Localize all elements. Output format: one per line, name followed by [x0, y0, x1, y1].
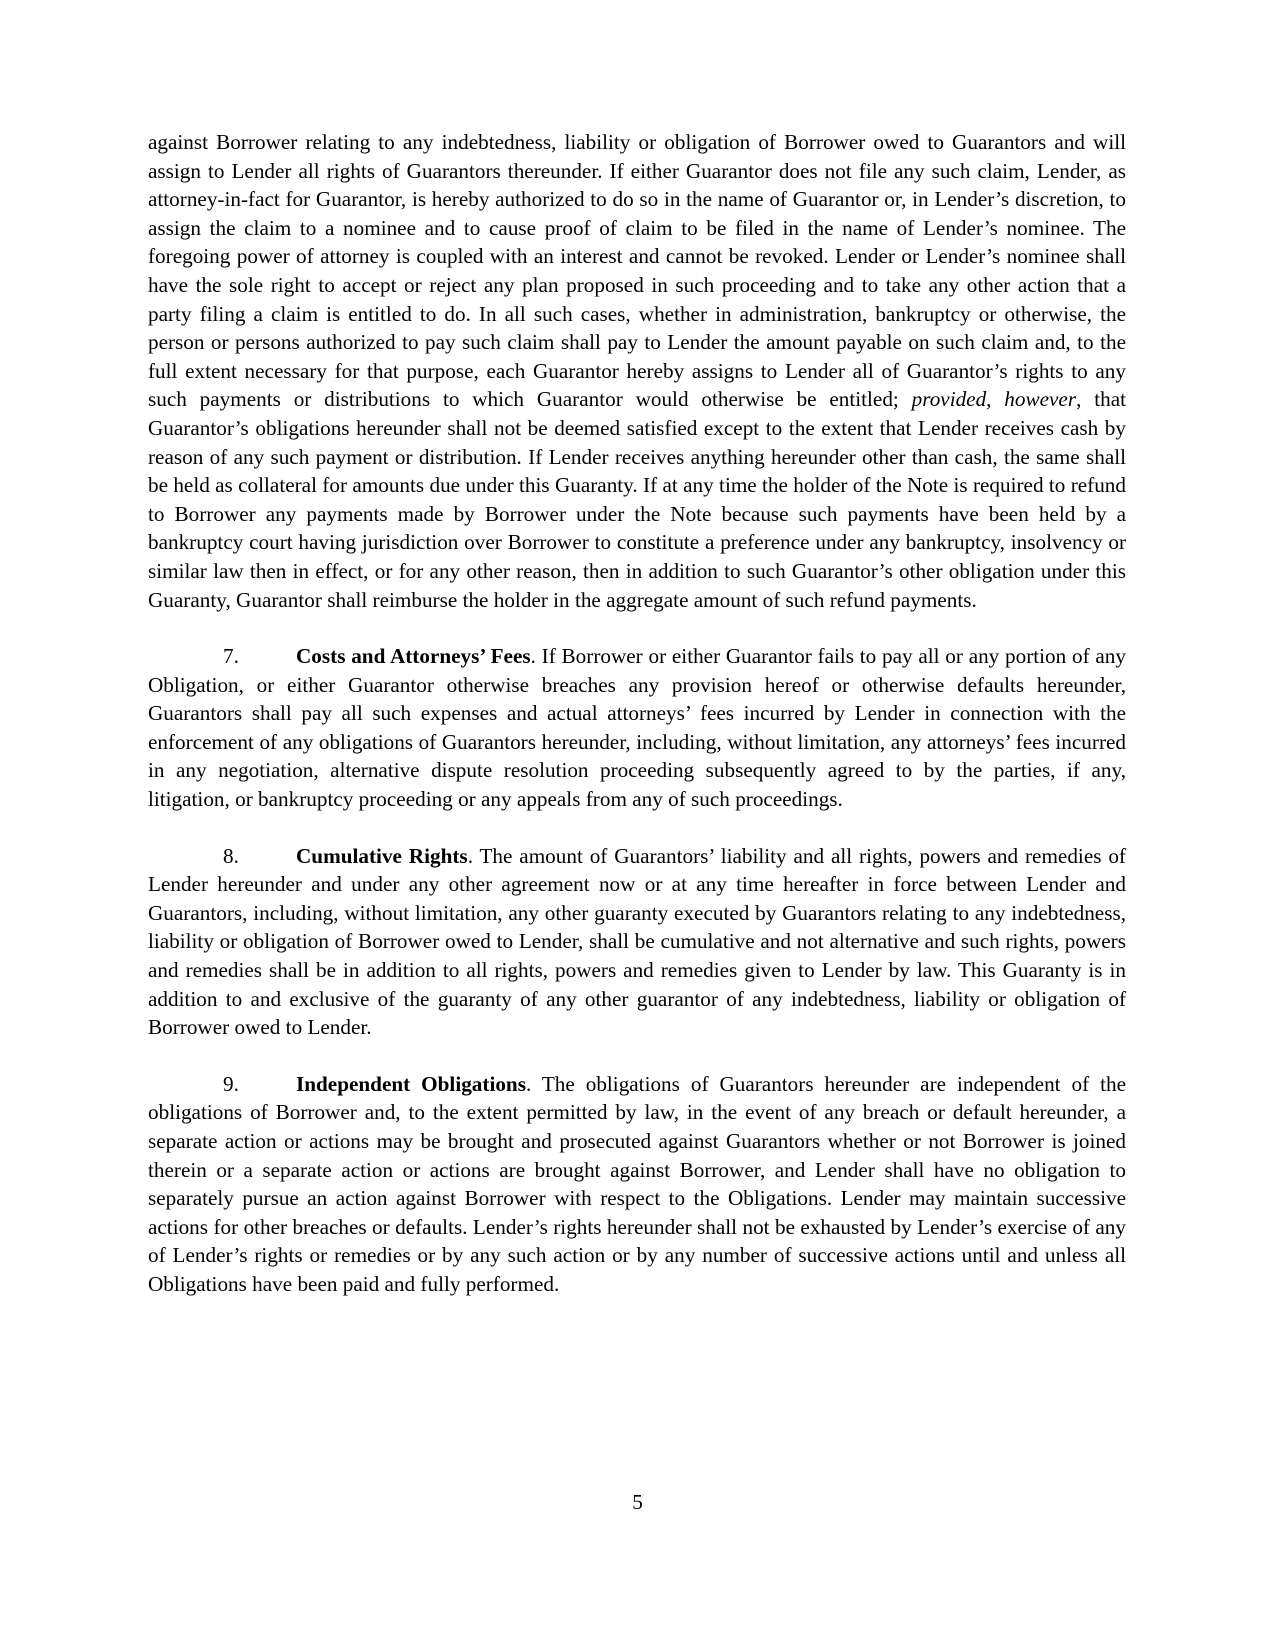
section-body: . If Borrower or either Guarantor fails to pay all or any portion of any Obligation, or either Guarantor otherwise breaches any provision hereof or otherwise defaults hereunder, Guarantors shall pay all such expenses and actual attorneys’ fees incurred by Lender in connection with the enforcement of any obligations of Guarantors hereunder, including, without limitation, any attorneys’ fees incurred in any negotiation, alternative dispute resolution proceeding subsequently agreed to by the parties, if any, litigation, or bankruptcy proceeding or any appeals from any of such proceedings.	[148, 644, 1126, 812]
section-body: . The amount of Guarantors’ liability and all rights, powers and remedies of Lender hereunder and under any other agreement now or at any time hereafter in force between Lender and Guarantors, including, without limitation, any other guaranty executed by Guarantors relating to any indebtedness, liability or obligation of Borrower owed to Lender, shall be cumulative and not alternative and such rights, powers and remedies shall be in addition to all rights, powers and remedies given to Lender by law. This Guaranty is in addition to and exclusive of the guaranty of any other guarantor of any indebtedness, liability or obligation of Borrower owed to Lender.	[148, 843, 1126, 1040]
section-8-paragraph	[148, 842, 1126, 1042]
section-heading: Cumulative Rights	[296, 843, 468, 868]
continuation-text-end: , that Guarantor’s obligations hereunder shall not be deemed satisfied except to the extent that Lender receives cash by reason of any such payment or distribution. If Lender receives anything hereunder other than cash, the same shall be held as collateral for amounts due under this Guaranty. If at any time the holder of the Note is required to refund to Borrower any payments made by Borrower under the Note because such payments have been held by a bankruptcy court having jurisdiction over Borrower to constitute a preference under any bankruptcy, insolvency or similar law then in effect, or for any other reason, then in addition to such Guarantor’s other obligation under this Guaranty, Guarantor shall reimburse the holder in the aggregate amount of such refund payments.	[148, 387, 1126, 612]
continuation-italic-text: provided, however	[911, 387, 1077, 412]
section-number: 9.	[223, 1071, 239, 1096]
continuation-text-start: against Borrower relating to any indebtedness, liability or obligation of Borrower owed to Guarantors and will assign to Lender all rights of Guarantors thereunder. If either Guarantor does not file any such claim, Lender, as attorney-in-fact for Guarantor, is hereby authorized to do so in the name of Guarantor or, in Lender’s discretion, to assign the claim to a nominee and to cause proof of claim to be filed in the name of Lender’s nominee. The foregoing power of attorney is coupled with an interest and cannot be revoked. Lender or Lender’s nominee shall have the sole right to accept or reject any plan proposed in such proceeding and to take any other action that a party filing a claim is entitled to do. In all such cases, whether in administration, bankruptcy or otherwise, the person or persons authorized to pay such claim shall pay to Lender the amount payable on such claim and, to the full extent necessary for that purpose, each Guarantor hereby assigns to Lender all of Guarantor’s rights to any such payments or distributions to which Guarantor would otherwise be entitled;	[148, 130, 1126, 412]
continuation-paragraph	[148, 128, 1126, 614]
section-9-paragraph	[148, 1070, 1126, 1299]
section-heading: Independent Obligations	[296, 1071, 526, 1096]
section-number: 7.	[223, 644, 239, 669]
section-body: . The obligations of Guarantors hereunder are independent of the obligations of Borrower and, to the extent permitted by law, in the event of any breach or default hereunder, a separate action or actions may be brought and prosecuted against Guarantors whether or not Borrower is joined therein or a separate action or actions are brought against Borrower, and Lender shall have no obligation to separately pursue an action against Borrower with respect to the Obligations. Lender may maintain successive actions for other breaches or defaults. Lender’s rights hereunder shall not be exhausted by Lender’s exercise of any of Lender’s rights or remedies or by any such action or by any number of successive actions until and unless all Obligations have been paid and fully performed.	[148, 1071, 1126, 1296]
page-number: 5	[632, 1490, 643, 1514]
section-number: 8.	[223, 843, 239, 868]
document-page	[148, 128, 1126, 1299]
section-heading: Costs and Attorneys’ Fees	[296, 644, 531, 669]
section-7-paragraph	[148, 642, 1126, 814]
